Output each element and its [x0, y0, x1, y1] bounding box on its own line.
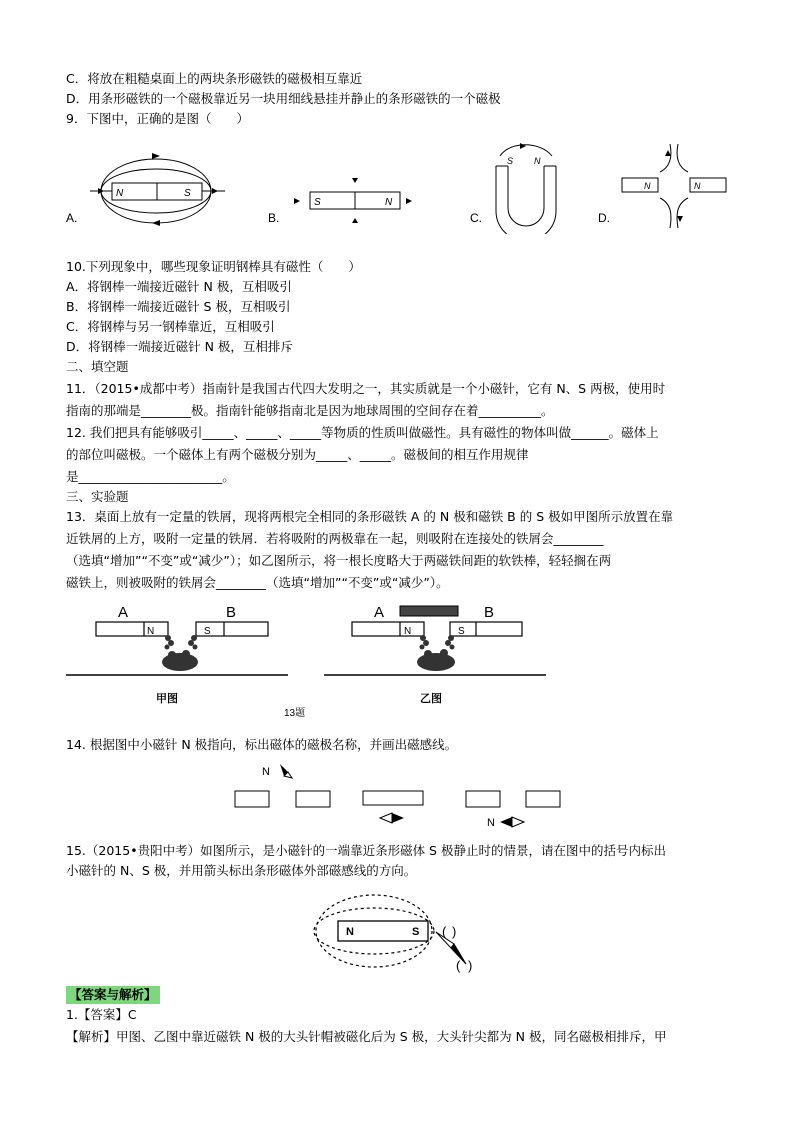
fig15-compass: [436, 932, 466, 964]
fig13-jia-s: S: [204, 626, 211, 637]
question-10-option-d: D．将钢棒一端接近磁针 N 极，互相排斥: [66, 339, 293, 354]
section-fill-in: 二、填空题: [66, 359, 129, 374]
question-11-line2: 指南的那端是________极。指南针能够指南北是因为地球周围的空间存在着__________。: [66, 403, 554, 418]
answer-1: 1.【答案】C: [66, 1007, 137, 1022]
question-12-line1: 12. 我们把具有能够吸引_____、_____、_____等物质的性质叫做磁性。具有磁性的物体叫做______。磁体上: [66, 425, 659, 440]
question-15-line1: 15.（2015•贵阳中考）如图所示，是小磁针的一端靠近条形磁体 S 极静止时的情景，请在图中的括号内标出: [66, 843, 666, 858]
question-10-option-c: C．将钢棒与另一钢棒靠近，互相吸引: [66, 319, 275, 334]
question-12-line2: 的部位叫磁极。一个磁体上有两个磁极分别为_____、_____。磁极间的相互作用规律: [66, 447, 529, 462]
fig15-s: S: [412, 926, 420, 938]
figure-15: [310, 888, 490, 980]
fig9-b-n: N: [385, 197, 393, 208]
fig14-compass-2: [380, 813, 404, 823]
fig9-label-d: D.: [598, 211, 610, 225]
fig13-caption-number: 13题: [284, 708, 306, 719]
question-13-line2: 近铁屑的上方，吸附一定量的铁屑．若将吸附的两极靠在一起，则吸附在连接处的铁屑会________: [66, 531, 604, 546]
fig15-n: N: [346, 926, 354, 938]
question-10-option-a: A．将钢棒一端接近磁针 N 极，互相吸引: [66, 279, 292, 294]
option-c-line: C．将放在粗糙桌面上的两块条形磁铁的磁极相互靠近: [66, 71, 363, 86]
question-14: 14. 根据图中小磁针 N 极指向，标出磁体的磁极名称，并画出磁感线。: [66, 737, 458, 752]
fig9-b-s: S: [314, 197, 321, 208]
fig15-paren-open-2: (: [456, 958, 461, 973]
fig15-paren-open-1: (: [442, 924, 447, 939]
fig9-d-n1: N: [644, 181, 651, 191]
question-11-line1: 11．（2015•成都中考）指南针是我国古代四大发明之一，其实质就是一个小磁针，它有 N、S 两极，使用时: [66, 381, 666, 396]
fig13-jia-label-a: A: [118, 604, 129, 621]
fig9-d-n2: N: [694, 181, 701, 191]
question-9: 9．下图中，正确的是图（ ）: [66, 111, 249, 126]
fig9-label-b: B.: [268, 211, 280, 225]
figure-13: [66, 600, 556, 722]
fig13-caption-yi: 乙图: [420, 693, 442, 705]
fig13-jia-label-b: B: [226, 604, 237, 621]
figure-9: [60, 136, 740, 234]
fig13-yi-label-a: A: [374, 604, 385, 621]
fig9-c-s: S: [507, 156, 514, 166]
question-13-line3: （选填“增加”“不变”或“减少”）；如乙图所示，将一根长度略大于两磁铁间距的软铁棒，轻轻搁在两: [66, 553, 612, 568]
section-experiment: 三、实验题: [66, 489, 129, 504]
fig13-yi-label-b: B: [484, 604, 495, 621]
question-13-line1: 13．桌面上放有一定量的铁屑，现将两根完全相同的条形磁铁 A 的 N 极和磁铁 B 的 S 极如甲图所示放置在靠: [66, 509, 674, 524]
option-d-line: D．用条形磁铁的一个磁极靠近另一块用细线悬挂并静止的条形磁铁的一个磁极: [66, 91, 501, 106]
fig13-yi-s: S: [458, 626, 465, 637]
fig14-compass-3: [500, 817, 524, 827]
fig9-label-c: C.: [470, 211, 482, 225]
question-10-option-b: B．将钢棒一端接近磁针 S 极，互相吸引: [66, 299, 291, 314]
answer-section-heading: 【答案与解析】: [66, 986, 160, 1004]
fig13-jia-n: N: [147, 626, 155, 637]
fig13-caption-jia: 甲图: [156, 693, 178, 705]
fig14-n-label-2: N: [487, 817, 495, 829]
question-15-line2: 小磁针的 N、S 极，并用箭头标出条形磁体外部磁感线的方向。: [66, 863, 417, 878]
fig14-compass-1: [280, 764, 292, 778]
fig15-paren-close-2: ): [468, 958, 473, 973]
fig9-a-n: N: [116, 188, 124, 199]
fig9-a-s: S: [184, 188, 191, 199]
fig13-yi-n: N: [404, 626, 412, 637]
fig14-n-label-1: N: [262, 766, 270, 778]
fig9-c-n: N: [534, 156, 541, 166]
question-13-line4: 磁铁上，则被吸附的铁屑会________（选填“增加”“不变”或“减少”）。: [66, 575, 449, 590]
fig15-paren-close-1: ): [452, 924, 457, 939]
question-10: 10.下列现象中，哪些现象证明钢棒具有磁性（ ）: [66, 259, 361, 274]
figure-14: [230, 758, 570, 832]
answer-1-explanation: 【解析】甲图、乙图中靠近磁铁 N 极的大头针帽被磁化后为 S 极，大头针尖都为 N 极，同名磁极相排斥，甲: [66, 1029, 667, 1044]
fig9-label-a: A.: [66, 211, 78, 225]
question-12-line3: 是_______________________。: [66, 469, 235, 484]
